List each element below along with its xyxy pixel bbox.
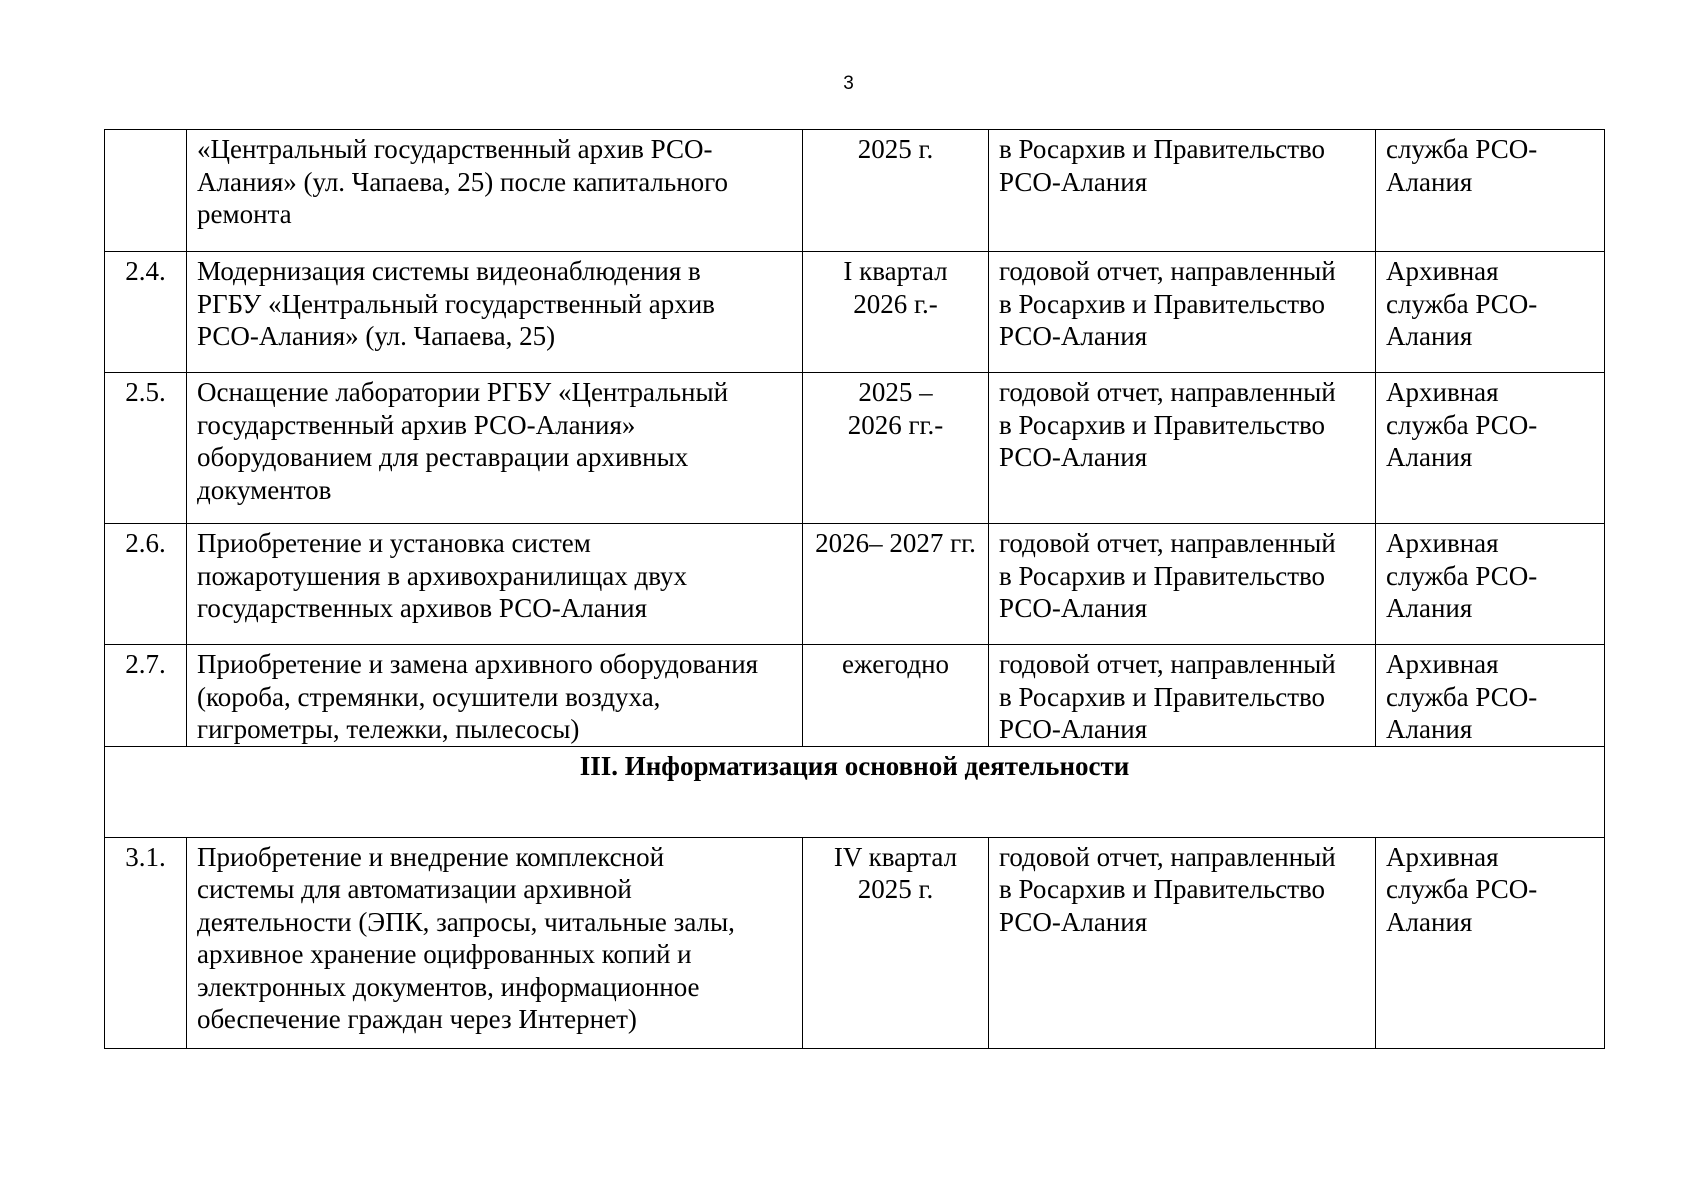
table-row: [105, 524, 1605, 645]
report-line: годовой отчет, направленный: [999, 528, 1336, 558]
measure-line: документов: [197, 474, 332, 505]
measure-line: Приобретение и внедрение комплексной: [197, 841, 665, 872]
responsible-line: служба РСО-: [1386, 560, 1538, 591]
responsible-line: Алания: [1386, 166, 1473, 197]
deadline-line: ежегодно: [841, 649, 950, 679]
deadline-line: 2025 г.: [857, 874, 934, 904]
plan-table: [104, 129, 1605, 1049]
row-number: 3.1.: [105, 837, 187, 1048]
measure-line: (короба, стремянки, осушители воздуха,: [197, 681, 661, 712]
responsible-line: Архивная: [1386, 377, 1499, 407]
measure-line: Алания» (ул. Чапаева, 25) после капитального: [197, 166, 729, 197]
report-line: в Росархив и Правительство: [999, 874, 1326, 904]
deadline-line: 2026 г.-: [853, 288, 938, 319]
deadline-line: 2025 –: [858, 377, 933, 407]
responsible-cell: [1376, 373, 1605, 524]
page-number: 3: [843, 73, 854, 94]
measure-line: государственных архивов РСО-Алания: [197, 593, 647, 623]
responsible-line: Архивная: [1386, 256, 1499, 286]
table-row: [105, 373, 1605, 524]
measure-line: системы для автоматизации архивной: [197, 874, 632, 904]
plan-table-body: [105, 130, 1605, 1049]
deadline-line: 2026 гг.-: [847, 409, 944, 440]
report-line: РСО-Алания: [999, 321, 1148, 351]
measure-cell: [187, 130, 803, 252]
deadline-cell: [803, 130, 989, 252]
report-line: РСО-Алания: [999, 166, 1148, 197]
measure-line: электронных документов, информационное: [197, 971, 700, 1002]
responsible-line: служба РСО-: [1386, 288, 1538, 319]
report-cell: [989, 645, 1376, 747]
report-cell: [989, 252, 1376, 373]
row-number: 2.6.: [105, 524, 187, 645]
deadline-line: IV квартал: [833, 841, 958, 872]
deadline-cell: [803, 645, 989, 747]
report-line: годовой отчет, направленный: [999, 377, 1336, 407]
report-line: в Росархив и Правительство: [999, 134, 1326, 164]
deadline-cell: [803, 837, 989, 1048]
measure-line: деятельности (ЭПК, запросы, читальные залы,: [197, 906, 735, 937]
measure-line: гигрометры, тележки, пылесосы): [197, 714, 580, 744]
report-line: в Росархив и Правительство: [999, 681, 1326, 712]
deadline-cell: [803, 373, 989, 524]
report-line: РСО-Алания: [999, 593, 1148, 623]
responsible-line: служба РСО-: [1386, 874, 1538, 904]
responsible-line: Алания: [1386, 321, 1473, 351]
report-line: в Росархив и Правительство: [999, 560, 1326, 591]
responsible-line: Алания: [1386, 906, 1473, 937]
responsible-cell: [1376, 252, 1605, 373]
measure-cell: [187, 837, 803, 1048]
responsible-cell: [1376, 130, 1605, 252]
responsible-line: служба РСО-: [1386, 134, 1538, 164]
report-line: в Росархив и Правительство: [999, 288, 1326, 319]
section-title: III. Информатизация основной деятельности: [105, 746, 1605, 837]
report-line: годовой отчет, направленный: [999, 649, 1336, 679]
measure-cell: [187, 373, 803, 524]
report-line: годовой отчет, направленный: [999, 256, 1336, 286]
measure-line: РСО-Алания» (ул. Чапаева, 25): [197, 321, 556, 351]
measure-line: Модернизация системы видеонаблюдения в: [197, 256, 701, 286]
report-cell: [989, 837, 1376, 1048]
measure-cell: [187, 645, 803, 747]
row-number: 2.5.: [105, 373, 187, 524]
responsible-line: Архивная: [1386, 841, 1499, 872]
row-number: 2.4.: [105, 252, 187, 373]
responsible-cell: [1376, 837, 1605, 1048]
deadline-line: 2025 г.: [857, 134, 934, 164]
measure-cell: [187, 524, 803, 645]
report-line: РСО-Алания: [999, 714, 1148, 744]
report-cell: [989, 373, 1376, 524]
responsible-line: Алания: [1386, 714, 1473, 744]
table-row: [105, 130, 1605, 252]
table-row: [105, 837, 1605, 1048]
measure-line: «Центральный государственный архив РСО-: [197, 134, 713, 164]
responsible-line: Алания: [1386, 442, 1473, 472]
measure-line: государственный архив РСО-Алания»: [197, 409, 636, 440]
measure-line: РГБУ «Центральный государственный архив: [197, 288, 715, 319]
measure-line: Оснащение лаборатории РГБУ «Центральный: [197, 377, 729, 407]
measure-line: оборудованием для реставрации архивных: [197, 442, 689, 472]
report-line: РСО-Алания: [999, 906, 1148, 937]
measure-line: ремонта: [197, 199, 292, 229]
measure-line: обеспечение граждан через Интернет): [197, 1004, 637, 1034]
table-row: [105, 645, 1605, 747]
measure-line: Приобретение и установка систем: [197, 528, 591, 558]
report-line: РСО-Алания: [999, 442, 1148, 472]
deadline-line: I квартал: [843, 256, 948, 286]
report-line: в Росархив и Правительство: [999, 409, 1326, 440]
responsible-line: служба РСО-: [1386, 681, 1538, 712]
measure-cell: [187, 252, 803, 373]
row-number: 2.7.: [105, 645, 187, 747]
responsible-line: Алания: [1386, 593, 1473, 623]
report-cell: [989, 130, 1376, 252]
responsible-cell: [1376, 645, 1605, 747]
deadline-cell: [803, 252, 989, 373]
measure-line: Приобретение и замена архивного оборудования: [197, 649, 759, 679]
measure-line: архивное хранение оцифрованных копий и: [197, 939, 692, 969]
section-row: [105, 746, 1605, 837]
measure-line: пожаротушения в архивохранилищах двух: [197, 560, 688, 591]
report-cell: [989, 524, 1376, 645]
report-line: годовой отчет, направленный: [999, 841, 1336, 872]
row-number: [105, 130, 187, 252]
deadline-cell: [803, 524, 989, 645]
responsible-line: Архивная: [1386, 528, 1499, 558]
responsible-line: служба РСО-: [1386, 409, 1538, 440]
table-row: [105, 252, 1605, 373]
responsible-line: Архивная: [1386, 649, 1499, 679]
responsible-cell: [1376, 524, 1605, 645]
deadline-line: 2026– 2027 гг.: [815, 528, 976, 558]
